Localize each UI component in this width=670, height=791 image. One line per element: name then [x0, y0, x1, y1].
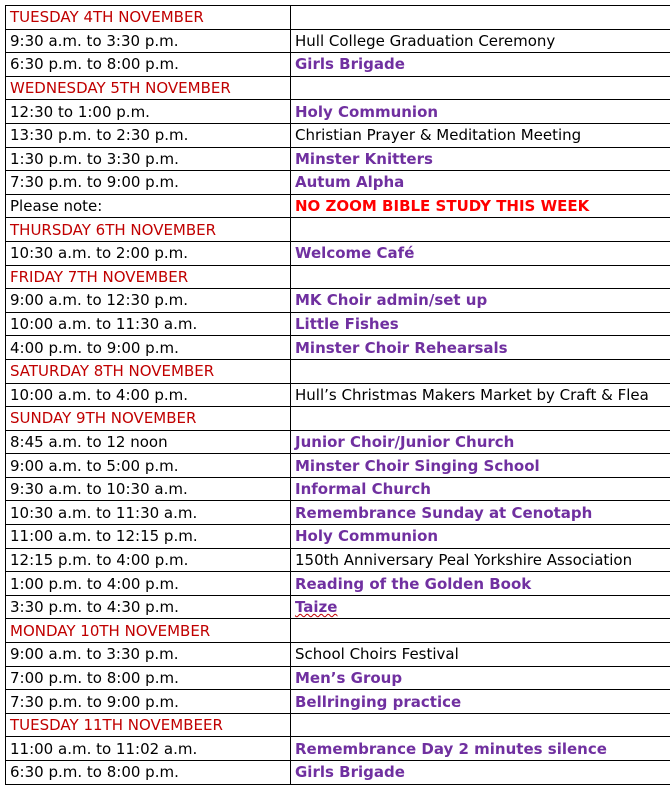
event-cell — [291, 430, 670, 454]
event-name: Remembrance Day 2 minutes silence — [295, 739, 607, 758]
event-cell — [291, 29, 670, 53]
event-name: Welcome Café — [295, 244, 415, 263]
day-heading: MONDAY 10TH NOVEMBER — [6, 619, 291, 643]
schedule-row — [6, 666, 670, 690]
event-cell — [291, 690, 670, 714]
schedule-row — [6, 123, 670, 147]
empty-cell — [291, 6, 670, 30]
time-cell: Please note: — [6, 194, 291, 218]
empty-cell — [291, 359, 670, 383]
day-header-row — [6, 713, 670, 737]
schedule-row — [6, 53, 670, 77]
schedule-row — [6, 477, 670, 501]
empty-cell — [291, 407, 670, 431]
time-cell: 3:30 p.m. to 4:30 p.m. — [6, 595, 291, 619]
day-heading: FRIDAY 7TH NOVEMBER — [6, 265, 291, 289]
event-name: Girls Brigade — [295, 55, 405, 74]
event-cell — [291, 737, 670, 761]
day-header-row — [6, 6, 670, 30]
event-name: Little Fishes — [295, 315, 399, 334]
time-cell: 9:00 a.m. to 12:30 p.m. — [6, 289, 291, 313]
day-header-row — [6, 359, 670, 383]
day-header-row — [6, 76, 670, 100]
time-cell: 11:00 a.m. to 12:15 p.m. — [6, 525, 291, 549]
event-cell — [291, 100, 670, 124]
time-cell: 4:00 p.m. to 9:00 p.m. — [6, 336, 291, 360]
time-cell: 7:30 p.m. to 9:00 p.m. — [6, 690, 291, 714]
empty-cell — [291, 713, 670, 737]
day-heading: TUESDAY 4TH NOVEMBER — [6, 6, 291, 30]
schedule-row — [6, 572, 670, 596]
event-cell — [291, 289, 670, 313]
event-name: Minster Knitters — [295, 149, 433, 168]
time-cell: 9:30 a.m. to 10:30 a.m. — [6, 477, 291, 501]
day-header-row — [6, 407, 670, 431]
event-name: Hull’s Christmas Makers Market by Craft & Flea — [295, 385, 649, 404]
schedule-row — [6, 171, 670, 195]
time-cell: 12:30 to 1:00 p.m. — [6, 100, 291, 124]
event-cell — [291, 336, 670, 360]
time-cell: 11:00 a.m. to 11:02 a.m. — [6, 737, 291, 761]
event-name: Holy Communion — [295, 527, 439, 546]
schedule-row — [6, 548, 670, 572]
time-cell: 12:15 p.m. to 4:00 p.m. — [6, 548, 291, 572]
schedule-row — [6, 525, 670, 549]
day-heading: TUESDAY 11TH NOVEMBEER — [6, 713, 291, 737]
event-cell — [291, 123, 670, 147]
event-cell — [291, 383, 670, 407]
empty-cell — [291, 76, 670, 100]
event-name: Remembrance Sunday at Cenotaph — [295, 503, 593, 522]
time-cell: 10:00 a.m. to 11:30 a.m. — [6, 312, 291, 336]
schedule-row — [6, 430, 670, 454]
time-cell: 9:00 a.m. to 3:30 p.m. — [6, 643, 291, 667]
time-cell: 6:30 p.m. to 8:00 p.m. — [6, 53, 291, 77]
schedule-body — [6, 6, 670, 785]
event-name: Reading of the Golden Book — [295, 574, 532, 593]
schedule-row — [6, 100, 670, 124]
event-name: Junior Choir/Junior Church — [295, 432, 515, 451]
event-cell — [291, 572, 670, 596]
event-cell — [291, 171, 670, 195]
schedule-row — [6, 595, 670, 619]
event-name: School Choirs Festival — [295, 645, 459, 664]
empty-cell — [291, 265, 670, 289]
time-cell: 13:30 p.m. to 2:30 p.m. — [6, 123, 291, 147]
event-cell — [291, 53, 670, 77]
event-cell — [291, 761, 670, 785]
time-cell: 1:30 p.m. to 3:30 p.m. — [6, 147, 291, 171]
event-cell — [291, 525, 670, 549]
empty-cell — [291, 619, 670, 643]
event-cell — [291, 548, 670, 572]
event-cell — [291, 454, 670, 478]
schedule-row — [6, 501, 670, 525]
event-cell — [291, 643, 670, 667]
event-name: Taize — [295, 598, 338, 617]
schedule-row — [6, 147, 670, 171]
schedule-row — [6, 312, 670, 336]
day-heading: THURSDAY 6TH NOVEMBER — [6, 218, 291, 242]
event-name: 150th Anniversary Peal Yorkshire Association — [295, 550, 633, 569]
schedule-row — [6, 29, 670, 53]
event-name: Christian Prayer & Meditation Meeting — [295, 126, 582, 145]
time-cell: 7:30 p.m. to 9:00 p.m. — [6, 171, 291, 195]
event-name: Holy Communion — [295, 102, 439, 121]
event-cell — [291, 147, 670, 171]
time-cell: 10:00 a.m. to 4:00 p.m. — [6, 383, 291, 407]
event-name: Minster Choir Rehearsals — [295, 338, 508, 357]
day-header-row — [6, 265, 670, 289]
time-cell: 9:30 a.m. to 3:30 p.m. — [6, 29, 291, 53]
event-name: Autum Alpha — [295, 173, 405, 192]
day-heading: SUNDAY 9TH NOVEMBER — [6, 407, 291, 431]
schedule-table — [5, 5, 670, 785]
time-cell: 8:45 a.m. to 12 noon — [6, 430, 291, 454]
schedule-row — [6, 737, 670, 761]
event-name: Men’s Group — [295, 668, 403, 687]
time-cell: 7:00 p.m. to 8:00 p.m. — [6, 666, 291, 690]
schedule-row — [6, 194, 670, 218]
event-name: MK Choir admin/set up — [295, 291, 488, 310]
time-cell: 9:00 a.m. to 5:00 p.m. — [6, 454, 291, 478]
schedule-row — [6, 690, 670, 714]
schedule-row — [6, 643, 670, 667]
event-name: Informal Church — [295, 480, 431, 499]
event-cell — [291, 666, 670, 690]
day-header-row — [6, 619, 670, 643]
schedule-row — [6, 761, 670, 785]
schedule-row — [6, 336, 670, 360]
time-cell: 10:30 a.m. to 2:00 p.m. — [6, 241, 291, 265]
time-cell: 6:30 p.m. to 8:00 p.m. — [6, 761, 291, 785]
day-heading: SATURDAY 8TH NOVEMBER — [6, 359, 291, 383]
schedule-row — [6, 383, 670, 407]
time-cell: 10:30 a.m. to 11:30 a.m. — [6, 501, 291, 525]
event-cell — [291, 501, 670, 525]
time-cell: 1:00 p.m. to 4:00 p.m. — [6, 572, 291, 596]
day-header-row — [6, 218, 670, 242]
event-cell — [291, 312, 670, 336]
event-cell — [291, 595, 670, 619]
event-cell — [291, 241, 670, 265]
day-heading: WEDNESDAY 5TH NOVEMBER — [6, 76, 291, 100]
event-cell — [291, 194, 670, 218]
event-name: NO ZOOM BIBLE STUDY THIS WEEK — [295, 197, 590, 216]
event-cell — [291, 477, 670, 501]
event-name: Hull College Graduation Ceremony — [295, 31, 556, 50]
event-name: Girls Brigade — [295, 763, 405, 782]
schedule-row — [6, 289, 670, 313]
schedule-row — [6, 241, 670, 265]
event-name: Bellringing practice — [295, 692, 462, 711]
event-name: Minster Choir Singing School — [295, 456, 540, 475]
empty-cell — [291, 218, 670, 242]
schedule-row — [6, 454, 670, 478]
